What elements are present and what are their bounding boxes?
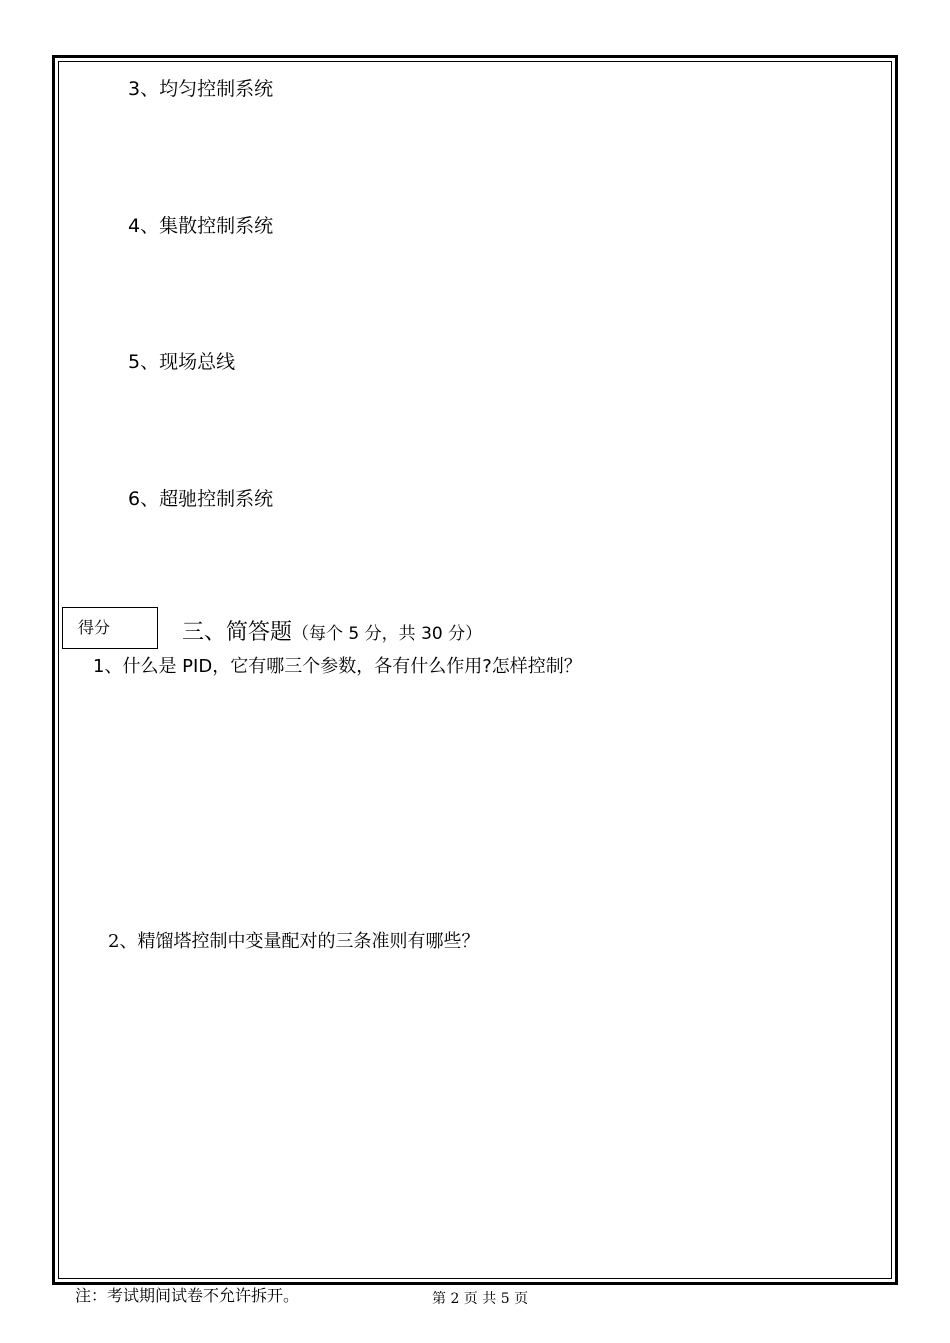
term-3: 3、均匀控制系统 bbox=[128, 78, 274, 100]
question-2: 2、精馏塔控制中变量配对的三条准则有哪些？ bbox=[108, 931, 480, 952]
term-4: 4、集散控制系统 bbox=[128, 215, 274, 237]
footer-note: 注：考试期间试卷不允许拆开。 bbox=[75, 1286, 300, 1305]
term-5: 5、现场总线 bbox=[128, 351, 236, 373]
section-title: 三、简答题 bbox=[182, 620, 293, 645]
section-note: （每个 5 分，共 30 分） bbox=[292, 624, 483, 644]
score-box-label: 得分 bbox=[78, 618, 111, 637]
page-number: 第 2 页 共 5 页 bbox=[432, 1291, 529, 1307]
question-1: 1、什么是 PID，它有哪三个参数，各有什么作用?怎样控制？ bbox=[93, 656, 582, 677]
score-box bbox=[62, 607, 158, 649]
section-heading bbox=[182, 619, 482, 648]
term-6: 6、超驰控制系统 bbox=[128, 488, 274, 510]
